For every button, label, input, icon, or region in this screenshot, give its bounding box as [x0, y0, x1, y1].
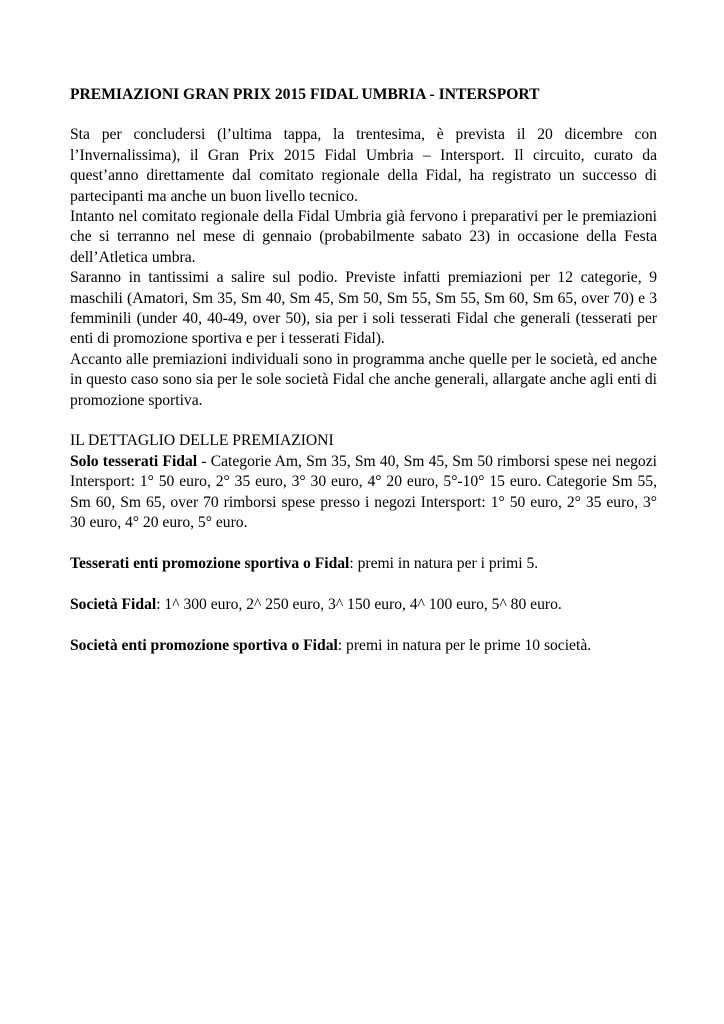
detail-text: : 1^ 300 euro, 2^ 250 euro, 3^ 150 euro, 4^ 100 euro, 5^ 80 euro. [156, 595, 562, 613]
spacer [70, 574, 657, 594]
detail-label: Tesserati enti promozione sportiva o Fidal [70, 554, 350, 572]
detail-label: Società enti promozione sportiva o Fidal [70, 636, 338, 654]
detail-society-promotion [70, 636, 657, 656]
spacer [70, 615, 657, 635]
detail-society-fidal [70, 595, 657, 615]
spacer [70, 411, 657, 431]
spacer [70, 534, 657, 554]
document-title: PREMIAZIONI GRAN PRIX 2015 FIDAL UMBRIA - INTERSPORT [70, 86, 540, 103]
intro-paragraph: Sta per concludersi (l’ultima tappa, la trentesima, è prevista il 20 dicembre con l’Invernalissima), il Gran Prix 2015 Fidal Umbria – Intersport. Il circuito, curato da quest’anno direttamente dal comitato regionale della Fidal, ha registrato un successo di partecipanti ma anche un buon livello tecnico. [70, 126, 657, 205]
detail-label: Società Fidal [70, 595, 157, 613]
detail-text: - Categorie Am, Sm 35, Sm 40, Sm 45, Sm 50 rimborsi spese nei negozi Intersport: 1° 50 euro, 2° 35 euro, 3° 30 euro, 4° 20 euro, 5°-10° 15 euro. Categorie Sm 55, Sm 60, Sm 65, over 70 rimborsi spese presso i negozi Intersport: 1° 50 euro, 2° 35 euro, 3° 30 euro, 4° 20 euro, 5° euro. [70, 452, 657, 532]
categories-paragraph: Saranno in tantissimi a salire sul podio. Previste infatti premiazioni per 12 categorie, 9 maschili (Amatori, Sm 35, Sm 40, Sm 45, Sm 50, Sm 55, Sm 55, Sm 60, Sm 65, over 70) e 3 femminili (under 40, 40-49, over 50), sia per i soli tesserati Fidal che generali (tesserati per enti di promozione sportiva e per i tesserati Fidal). [70, 269, 657, 348]
team-awards-paragraph: Accanto alle premiazioni individuali sono in programma anche quelle per le società, ed anche in questo caso sono sia per le sole società Fidal che anche generali, allargate anche agli enti di promozione sportiva. [70, 350, 657, 409]
detail-promotion-or-fidal [70, 554, 657, 574]
section-heading: IL DETTAGLIO DELLE PREMIAZIONI [70, 432, 334, 450]
preparations-paragraph: Intanto nel comitato regionale della Fidal Umbria già fervono i preparativi per le premiazioni che si terranno nel mese di gennaio (probabilmente sabato 23) in occasione della Festa dell’Atletica umbra. [70, 208, 657, 266]
document-page [70, 85, 657, 656]
detail-label: Solo tesserati Fidal [70, 452, 198, 470]
detail-fidal-only [70, 452, 657, 534]
detail-text: : premi in natura per i primi 5. [349, 554, 539, 572]
detail-text: : premi in natura per le prime 10 società. [337, 636, 592, 654]
